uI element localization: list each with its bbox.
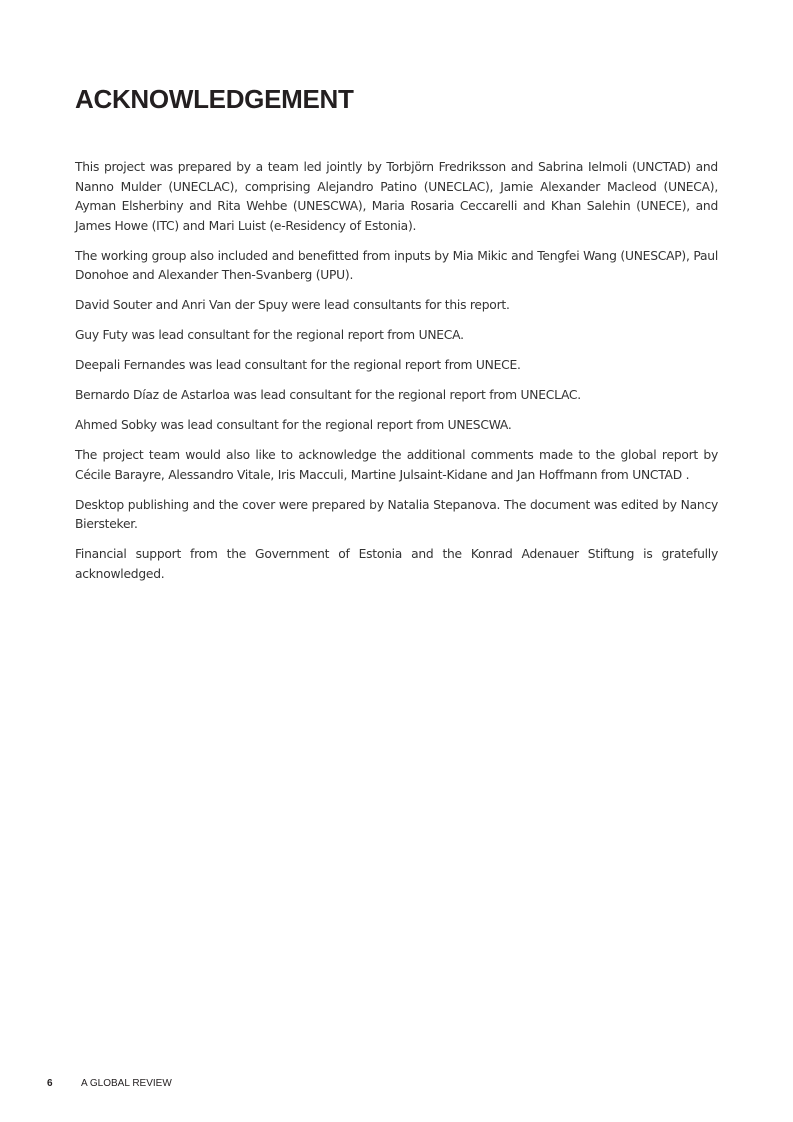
page-number: 6 [47, 1078, 53, 1089]
paragraph-uneca-consultant: Guy Futy was lead consultant for the regional report from UNECA. [75, 328, 464, 342]
paragraph-financial-support: Financial support from the Government of Estonia and the Konrad Adenauer Stiftung is gratefully acknowledged. [75, 547, 718, 581]
paragraph-working-group: The working group also included and benefitted from inputs by Mia Mikic and Tengfei Wang (UNESCAP), Paul Donohoe and Alexander Then-Svanberg (UPU). [75, 248, 718, 282]
paragraph-additional-comments: The project team would also like to acknowledge the additional comments made to the global report by Cécile Barayre, Alessandro Vitale, Iris Macculi, Martine Julsaint-Kidane and Jan Hoffmann from UNCTAD . [75, 448, 718, 482]
page-footer [47, 1078, 172, 1089]
paragraph-uneclac-consultant: Bernardo Díaz de Astarloa was lead consultant for the regional report from UNECLAC. [75, 388, 581, 402]
paragraph-unescwa-consultant: Ahmed Sobky was lead consultant for the regional report from UNESCWA. [75, 418, 512, 432]
paragraph-team: This project was prepared by a team led jointly by Torbjörn Fredriksson and Sabrina Ielmoli (UNCTAD) and Nanno Mulder (UNECLAC), comprising Alejandro Patino (UNECLAC), Jamie Alexander Macleod (UNECA), Ayman Elsherbiny and Rita Wehbe (UNESCWA), Maria Rosaria Ceccarelli and Khan Salehin (UNECE), and James Howe (ITC) and Mari Luist (e-Residency of Estonia). [75, 160, 718, 233]
page-title: ACKNOWLEDGEMENT [75, 84, 354, 114]
acknowledgement-body [75, 158, 718, 595]
paragraph-unece-consultant: Deepali Fernandes was lead consultant for the regional report from UNECE. [75, 358, 521, 372]
paragraph-publishing: Desktop publishing and the cover were prepared by Natalia Stepanova. The document was edited by Nancy Biersteker. [75, 497, 718, 531]
paragraph-lead-consultants: David Souter and Anri Van der Spuy were lead consultants for this report. [75, 298, 510, 312]
running-title: A GLOBAL REVIEW [81, 1078, 172, 1089]
